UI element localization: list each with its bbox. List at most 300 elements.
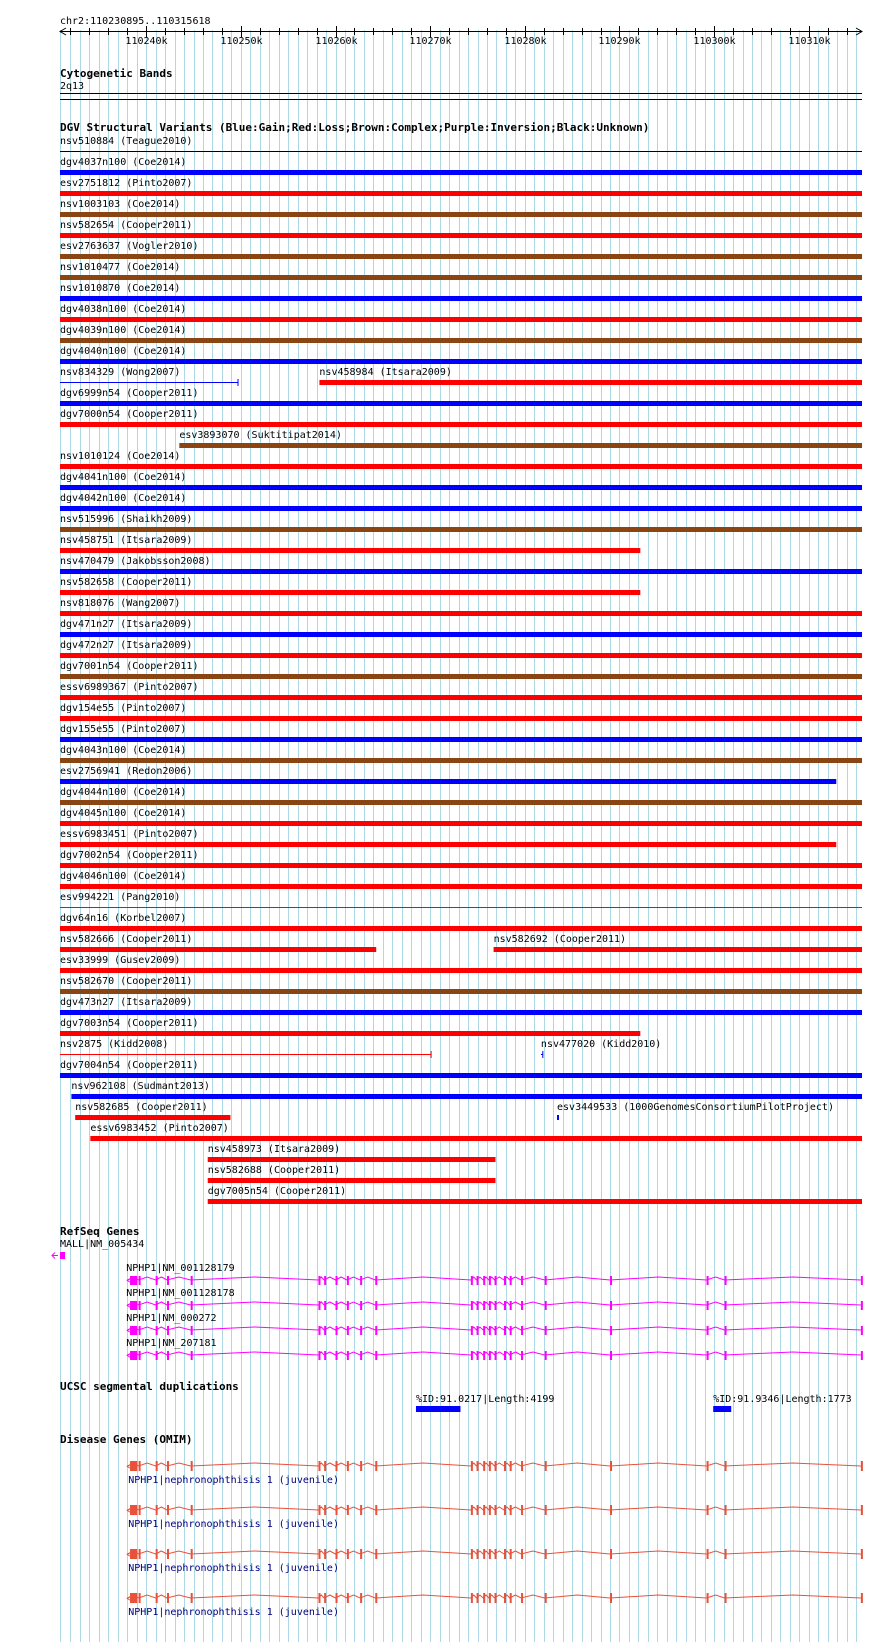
omim-gene-exon bbox=[477, 1461, 479, 1471]
dgv-variant-label: nsv582688 (Cooper2011) bbox=[207, 1165, 341, 1176]
dgv-variant-bar bbox=[60, 275, 862, 280]
refseq-gene-exon bbox=[521, 1301, 523, 1310]
dgv-variant-label: nsv458973 (Itsara2009) bbox=[207, 1144, 341, 1155]
dgv-variant-bar bbox=[60, 716, 862, 721]
refseq-gene-exon bbox=[139, 1351, 141, 1360]
refseq-gene-exon bbox=[725, 1326, 727, 1335]
ruler-tick-label: 110300k bbox=[693, 36, 736, 47]
refseq-gene-exon bbox=[495, 1301, 497, 1310]
omim-gene-exon bbox=[139, 1593, 141, 1603]
dgv-variant-bar bbox=[60, 485, 862, 490]
refseq-title: RefSeq Genes bbox=[60, 1225, 140, 1238]
refseq-gene-exon bbox=[156, 1301, 158, 1310]
omim-gene-exon bbox=[725, 1461, 727, 1471]
refseq-gene-exon bbox=[347, 1351, 349, 1360]
dgv-variant-bar bbox=[60, 254, 862, 259]
omim-gene-exon bbox=[521, 1461, 523, 1471]
omim-gene-exon bbox=[167, 1593, 169, 1603]
dgv-variant-label: nsv582654 (Cooper2011) bbox=[60, 220, 193, 231]
refseq-gene-label: MALL|NM_005434 bbox=[60, 1239, 145, 1250]
dgv-variant-bar bbox=[60, 989, 862, 994]
refseq-gene-exon bbox=[477, 1276, 479, 1285]
omim-gene-exon bbox=[610, 1505, 612, 1515]
omim-gene-exon bbox=[504, 1549, 506, 1559]
refseq-gene-exon bbox=[360, 1276, 362, 1285]
dgv-variant-bar bbox=[60, 653, 862, 658]
refseq-gene-exon bbox=[191, 1326, 193, 1335]
dgv-variant-label: esv2751812 (Pinto2007) bbox=[60, 178, 193, 189]
ruler-tick-label: 110260k bbox=[315, 36, 358, 47]
dgv-variant-bar bbox=[60, 170, 862, 175]
omim-gene-exon bbox=[510, 1461, 512, 1471]
segdup-label: %ID:91.0217|Length:4199 bbox=[415, 1394, 555, 1405]
dgv-variant-bar bbox=[179, 443, 862, 448]
omim-gene-label: NPHP1|nephronophthisis 1 (juvenile) bbox=[128, 1475, 339, 1486]
omim-gene-exon bbox=[336, 1505, 338, 1515]
refseq-gene-exon bbox=[489, 1276, 491, 1285]
dgv-variant-label: dgv473n27 (Itsara2009) bbox=[60, 997, 193, 1008]
refseq-gene-exon bbox=[167, 1326, 169, 1335]
dgv-variant-label: nsv962108 (Sudmant2013) bbox=[71, 1081, 210, 1092]
refseq-gene-exon bbox=[347, 1301, 349, 1310]
dgv-variant-label: dgv7003n54 (Cooper2011) bbox=[60, 1018, 199, 1029]
dgv-variant-label: essv6983452 (Pinto2007) bbox=[90, 1123, 229, 1134]
omim-gene-exon bbox=[167, 1505, 169, 1515]
dgv-variant-label: dgv471n27 (Itsara2009) bbox=[60, 619, 193, 630]
refseq-gene-exon bbox=[347, 1326, 349, 1335]
dgv-variant-label: nsv1010870 (Coe2014) bbox=[60, 283, 181, 294]
dgv-variant-label: nsv582658 (Cooper2011) bbox=[60, 577, 193, 588]
omim-gene-exon bbox=[360, 1549, 362, 1559]
ruler-tick-label: 110270k bbox=[409, 36, 452, 47]
refseq-gene-exon bbox=[336, 1276, 338, 1285]
omim-gene-label: NPHP1|nephronophthisis 1 (juvenile) bbox=[128, 1563, 339, 1574]
refseq-gene-exon bbox=[336, 1301, 338, 1310]
ruler-tick-label: 110310k bbox=[788, 36, 831, 47]
dgv-variant-label: dgv4037n100 (Coe2014) bbox=[60, 157, 187, 168]
omim-gene-exon bbox=[495, 1461, 497, 1471]
refseq-gene-exon bbox=[489, 1326, 491, 1335]
omim-gene-exon bbox=[707, 1505, 709, 1515]
omim-gene-exon bbox=[610, 1593, 612, 1603]
refseq-gene-exon bbox=[139, 1326, 141, 1335]
refseq-gene-exon bbox=[318, 1351, 320, 1360]
omim-gene-exon bbox=[167, 1549, 169, 1559]
dgv-variant-bar bbox=[60, 338, 862, 343]
dgv-variant-label: essv6983451 (Pinto2007) bbox=[60, 829, 199, 840]
dgv-variant-label: dgv4044n100 (Coe2014) bbox=[60, 787, 187, 798]
omim-gene-exon bbox=[510, 1549, 512, 1559]
dgv-variant-bar bbox=[60, 863, 862, 868]
dgv-variant-label: nsv2875 (Kidd2008) bbox=[60, 1039, 169, 1050]
omim-gene-exon bbox=[139, 1549, 141, 1559]
omim-gene-exon bbox=[156, 1505, 158, 1515]
omim-gene-exon bbox=[545, 1505, 547, 1515]
refseq-gene-exon bbox=[471, 1276, 473, 1285]
omim-gene-intron bbox=[127, 1595, 861, 1598]
omim-gene-label: NPHP1|nephronophthisis 1 (juvenile) bbox=[128, 1607, 339, 1618]
omim-gene-exon bbox=[191, 1505, 193, 1515]
dgv-variant-bar bbox=[75, 1115, 230, 1120]
dgv-variant-bar bbox=[60, 779, 836, 784]
refseq-gene-exon bbox=[545, 1276, 547, 1285]
omim-gene-exon bbox=[318, 1461, 320, 1471]
omim-gene-exon bbox=[489, 1549, 491, 1559]
dgv-variant-bar bbox=[60, 590, 640, 595]
omim-gene-exon bbox=[347, 1549, 349, 1559]
refseq-gene-exon bbox=[156, 1351, 158, 1360]
omim-gene-exon bbox=[375, 1593, 377, 1603]
dgv-variant-label: nsv582670 (Cooper2011) bbox=[60, 976, 193, 987]
dgv-variant-bar bbox=[60, 1031, 640, 1036]
omim-gene-exon bbox=[318, 1505, 320, 1515]
refseq-gene-exon bbox=[707, 1326, 709, 1335]
refseq-gene-exon bbox=[336, 1326, 338, 1335]
refseq-gene-exon bbox=[191, 1276, 193, 1285]
omim-gene-exon bbox=[336, 1593, 338, 1603]
refseq-gene-exon bbox=[318, 1276, 320, 1285]
refseq-gene-exon bbox=[510, 1276, 512, 1285]
refseq-gene-exon bbox=[489, 1301, 491, 1310]
refseq-gene-label: NPHP1|NM_000272 bbox=[126, 1313, 217, 1324]
omim-gene-exon bbox=[360, 1461, 362, 1471]
omim-gene-exon bbox=[483, 1505, 485, 1515]
omim-gene-exon bbox=[139, 1505, 141, 1515]
segdup-track bbox=[60, 1380, 852, 1412]
dgv-variant-label: dgv4043n100 (Coe2014) bbox=[60, 745, 187, 756]
refseq-gene-exon bbox=[504, 1326, 506, 1335]
omim-gene-exon bbox=[483, 1549, 485, 1559]
refseq-gene-exon bbox=[483, 1326, 485, 1335]
dgv-variant-label: nsv470479 (Jakobsson2008) bbox=[60, 556, 211, 567]
dgv-variant-label: nsv477020 (Kidd2010) bbox=[540, 1039, 662, 1050]
omim-gene-exon bbox=[347, 1505, 349, 1515]
refseq-gene-exon bbox=[495, 1351, 497, 1360]
dgv-variant-bar bbox=[90, 1136, 862, 1141]
refseq-gene-exon bbox=[360, 1301, 362, 1310]
dgv-variant-bar bbox=[60, 611, 862, 616]
refseq-gene-exon bbox=[167, 1301, 169, 1310]
omim-gene-exon bbox=[360, 1593, 362, 1603]
dgv-variant-bar bbox=[60, 926, 862, 931]
refseq-gene-exon bbox=[360, 1326, 362, 1335]
refseq-gene-exon bbox=[510, 1326, 512, 1335]
dgv-variant-label: nsv1003103 (Coe2014) bbox=[60, 199, 181, 210]
refseq-gene-exon bbox=[725, 1351, 727, 1360]
refseq-gene-exon bbox=[610, 1326, 612, 1335]
omim-gene-exon bbox=[347, 1593, 349, 1603]
dgv-variant-bar bbox=[60, 968, 862, 973]
omim-gene-exon bbox=[707, 1461, 709, 1471]
omim-gene-exon bbox=[510, 1505, 512, 1515]
refseq-gene-exon bbox=[324, 1351, 326, 1360]
dgv-variant-label: dgv4041n100 (Coe2014) bbox=[60, 472, 187, 483]
dgv-variant-label: dgv64n16 (Korbel2007) bbox=[60, 913, 187, 924]
dgv-variant-bar bbox=[494, 947, 862, 952]
refseq-gene-exon bbox=[510, 1351, 512, 1360]
dgv-variant-label: dgv4039n100 (Coe2014) bbox=[60, 325, 187, 336]
dgv-variant-bar bbox=[60, 674, 862, 679]
dgv-track bbox=[60, 121, 862, 1204]
refseq-gene-exon bbox=[139, 1301, 141, 1310]
omim-gene-exon bbox=[510, 1593, 512, 1603]
omim-gene-exon bbox=[483, 1461, 485, 1471]
refseq-gene-exon bbox=[336, 1351, 338, 1360]
omim-track bbox=[60, 1433, 863, 1618]
refseq-gene-exon bbox=[60, 1252, 65, 1259]
omim-gene-exon bbox=[336, 1549, 338, 1559]
omim-gene-exon bbox=[545, 1593, 547, 1603]
dgv-variant-label: dgv4038n100 (Coe2014) bbox=[60, 304, 187, 315]
refseq-gene-exon bbox=[156, 1276, 158, 1285]
refseq-gene-exon bbox=[167, 1276, 169, 1285]
refseq-gene-exon bbox=[521, 1326, 523, 1335]
refseq-gene-exon bbox=[610, 1351, 612, 1360]
omim-gene-exon bbox=[375, 1461, 377, 1471]
omim-gene-exon bbox=[477, 1593, 479, 1603]
refseq-gene-exon bbox=[861, 1301, 863, 1310]
refseq-gene-exon bbox=[347, 1276, 349, 1285]
dgv-variant-label: dgv7004n54 (Cooper2011) bbox=[60, 1060, 199, 1071]
omim-gene-exon bbox=[504, 1461, 506, 1471]
dgv-variant-label: esv33999 (Gusev2009) bbox=[60, 955, 181, 966]
dgv-variant-bar bbox=[60, 296, 862, 301]
omim-gene-exon bbox=[191, 1593, 193, 1603]
dgv-variant-label: esv2763637 (Vogler2010) bbox=[60, 241, 199, 252]
refseq-gene-exon bbox=[477, 1351, 479, 1360]
omim-gene-intron bbox=[127, 1463, 861, 1466]
refseq-gene-intron bbox=[127, 1277, 861, 1280]
omim-gene-exon bbox=[521, 1505, 523, 1515]
dgv-variant-label: nsv1010124 (Coe2014) bbox=[60, 451, 181, 462]
dgv-variant-bar bbox=[319, 380, 862, 385]
dgv-variant-bar bbox=[60, 317, 862, 322]
dgv-variant-label: dgv7000n54 (Cooper2011) bbox=[60, 409, 199, 420]
refseq-gene-exon bbox=[483, 1276, 485, 1285]
omim-title: Disease Genes (OMIM) bbox=[60, 1433, 193, 1446]
refseq-gene-exon bbox=[156, 1326, 158, 1335]
refseq-gene-exon bbox=[510, 1301, 512, 1310]
omim-gene-exon bbox=[489, 1505, 491, 1515]
omim-gene-exon bbox=[360, 1505, 362, 1515]
refseq-gene-exon bbox=[375, 1326, 377, 1335]
refseq-gene-intron bbox=[127, 1352, 861, 1355]
omim-gene-exon bbox=[191, 1461, 193, 1471]
refseq-gene-exon bbox=[861, 1276, 863, 1285]
omim-gene-exon bbox=[375, 1505, 377, 1515]
refseq-gene-exon bbox=[477, 1326, 479, 1335]
refseq-gene-exon bbox=[360, 1351, 362, 1360]
dgv-variant-label: essv6989367 (Pinto2007) bbox=[60, 682, 199, 693]
omim-gene-exon bbox=[489, 1593, 491, 1603]
refseq-gene-exon bbox=[483, 1301, 485, 1310]
segdup-bar bbox=[713, 1406, 731, 1412]
omim-gene-exon bbox=[324, 1549, 326, 1559]
dgv-variant-label: dgv7001n54 (Cooper2011) bbox=[60, 661, 199, 672]
omim-gene-exon bbox=[725, 1505, 727, 1515]
omim-gene-exon bbox=[324, 1593, 326, 1603]
dgv-variant-bar bbox=[60, 821, 862, 826]
dgv-variant-bar bbox=[60, 947, 376, 952]
dgv-variant-bar bbox=[557, 1115, 559, 1120]
refseq-gene-exon bbox=[521, 1351, 523, 1360]
refseq-gene-exon bbox=[707, 1351, 709, 1360]
refseq-gene-exon bbox=[495, 1276, 497, 1285]
refseq-gene-exon bbox=[191, 1351, 193, 1360]
refseq-gene-exon bbox=[610, 1276, 612, 1285]
refseq-gene-exon bbox=[375, 1351, 377, 1360]
dgv-variant-bar bbox=[60, 359, 862, 364]
dgv-variant-label: nsv582685 (Cooper2011) bbox=[75, 1102, 208, 1113]
omim-gene-exon bbox=[545, 1549, 547, 1559]
dgv-variant-bar bbox=[60, 1073, 862, 1078]
omim-gene-exon bbox=[477, 1549, 479, 1559]
dgv-title: DGV Structural Variants (Blue:Gain;Red:Loss;Brown:Complex;Purple:Inversion;Black:Unknown) bbox=[60, 121, 650, 134]
dgv-variant-bar bbox=[60, 548, 640, 553]
refseq-gene-label: NPHP1|NM_001128178 bbox=[126, 1288, 235, 1299]
segdup-bar bbox=[416, 1406, 460, 1412]
refseq-gene-exon bbox=[861, 1351, 863, 1360]
refseq-gene-exon bbox=[477, 1301, 479, 1310]
refseq-gene-exon bbox=[504, 1301, 506, 1310]
refseq-gene-exon bbox=[324, 1276, 326, 1285]
omim-gene-exon bbox=[861, 1461, 863, 1471]
omim-gene-exon bbox=[477, 1505, 479, 1515]
dgv-variant-label: dgv155e55 (Pinto2007) bbox=[60, 724, 187, 735]
omim-gene-exon bbox=[610, 1461, 612, 1471]
refseq-track bbox=[52, 1225, 863, 1360]
refseq-gene-exon bbox=[707, 1276, 709, 1285]
dgv-variant-label: dgv4040n100 (Coe2014) bbox=[60, 346, 187, 357]
refseq-gene-exon bbox=[375, 1301, 377, 1310]
dgv-variant-label: dgv154e55 (Pinto2007) bbox=[60, 703, 187, 714]
ruler-tick-label: 110290k bbox=[598, 36, 641, 47]
omim-gene-exon bbox=[861, 1593, 863, 1603]
omim-gene-exon bbox=[483, 1593, 485, 1603]
dgv-variant-bar bbox=[60, 1010, 862, 1015]
refseq-gene-exon bbox=[483, 1351, 485, 1360]
refseq-gene-exon bbox=[471, 1351, 473, 1360]
dgv-variant-bar bbox=[60, 191, 862, 196]
refseq-gene-exon bbox=[495, 1326, 497, 1335]
dgv-variant-label: esv3893070 (Suktitipat2014) bbox=[179, 430, 342, 441]
ruler-track bbox=[60, 16, 862, 47]
cytogenetic-bands-track bbox=[60, 67, 862, 100]
dgv-variant-bar bbox=[60, 884, 862, 889]
segdup-title: UCSC segmental duplications bbox=[60, 1380, 239, 1393]
dgv-variant-label: dgv4045n100 (Coe2014) bbox=[60, 808, 187, 819]
omim-gene-exon bbox=[318, 1549, 320, 1559]
dgv-variant-label: dgv472n27 (Itsara2009) bbox=[60, 640, 193, 651]
dgv-variant-label: dgv6999n54 (Cooper2011) bbox=[60, 388, 199, 399]
ruler-tick-label: 110280k bbox=[504, 36, 547, 47]
dgv-variant-bar bbox=[60, 569, 862, 574]
omim-gene-exon bbox=[324, 1461, 326, 1471]
dgv-variant-bar bbox=[60, 758, 862, 763]
refseq-gene-exon bbox=[504, 1351, 506, 1360]
omim-gene-exon bbox=[545, 1461, 547, 1471]
refseq-gene-exon bbox=[318, 1326, 320, 1335]
dgv-variant-label: nsv1010477 (Coe2014) bbox=[60, 262, 181, 273]
dgv-variant-bar bbox=[60, 401, 862, 406]
dgv-variant-label: esv3449533 (1000GenomesConsortiumPilotProject) bbox=[557, 1102, 834, 1113]
dgv-variant-bar bbox=[60, 842, 836, 847]
refseq-gene-label: NPHP1|NM_207181 bbox=[126, 1338, 217, 1349]
refseq-gene-exon bbox=[324, 1301, 326, 1310]
omim-gene-exon bbox=[504, 1593, 506, 1603]
omim-gene-exon bbox=[707, 1549, 709, 1559]
dgv-variant-bar bbox=[208, 1178, 496, 1183]
omim-gene-exon bbox=[347, 1461, 349, 1471]
omim-gene-exon bbox=[191, 1549, 193, 1559]
omim-gene-intron bbox=[127, 1551, 861, 1554]
omim-gene-exon bbox=[471, 1505, 473, 1515]
refseq-gene-exon bbox=[545, 1326, 547, 1335]
dgv-variant-label: esv2756941 (Redon2006) bbox=[60, 766, 193, 777]
refseq-gene-exon bbox=[489, 1351, 491, 1360]
dgv-variant-label: dgv4042n100 (Coe2014) bbox=[60, 493, 187, 504]
omim-gene-exon bbox=[495, 1549, 497, 1559]
dgv-variant-label: nsv818076 (Wang2007) bbox=[60, 598, 181, 609]
refseq-gene-exon bbox=[545, 1301, 547, 1310]
dgv-variant-bar bbox=[60, 464, 862, 469]
dgv-variant-bar bbox=[60, 233, 862, 238]
refseq-gene-exon bbox=[861, 1326, 863, 1335]
dgv-variant-label: dgv7002n54 (Cooper2011) bbox=[60, 850, 199, 861]
ruler-tick-label: 110240k bbox=[125, 36, 168, 47]
omim-gene-exon bbox=[521, 1549, 523, 1559]
dgv-variant-bar bbox=[208, 1199, 862, 1204]
cytoband-title: Cytogenetic Bands bbox=[60, 67, 173, 80]
omim-gene-exon bbox=[375, 1549, 377, 1559]
dgv-variant-bar bbox=[60, 422, 862, 427]
omim-gene-exon bbox=[495, 1593, 497, 1603]
refseq-gene-label: NPHP1|NM_001128179 bbox=[126, 1263, 235, 1274]
dgv-variant-bar bbox=[208, 1157, 496, 1162]
dgv-variant-bar bbox=[60, 506, 862, 511]
dgv-variant-bar bbox=[60, 737, 862, 742]
omim-gene-exon bbox=[489, 1461, 491, 1471]
dgv-variant-bar bbox=[60, 527, 862, 532]
refseq-gene-exon bbox=[471, 1301, 473, 1310]
omim-gene-exon bbox=[610, 1549, 612, 1559]
refseq-gene-exon bbox=[545, 1351, 547, 1360]
refseq-gene-exon bbox=[504, 1276, 506, 1285]
refseq-gene-exon bbox=[471, 1326, 473, 1335]
omim-gene-label: NPHP1|nephronophthisis 1 (juvenile) bbox=[128, 1519, 339, 1530]
dgv-variant-label: nsv458984 (Itsara2009) bbox=[319, 367, 452, 378]
dgv-variant-label: nsv582692 (Cooper2011) bbox=[493, 934, 627, 945]
omim-gene-exon bbox=[471, 1593, 473, 1603]
omim-gene-exon bbox=[707, 1593, 709, 1603]
omim-gene-exon bbox=[156, 1593, 158, 1603]
dgv-variant-bar bbox=[60, 695, 862, 700]
dgv-variant-bar bbox=[60, 800, 862, 805]
refseq-gene-exon bbox=[324, 1326, 326, 1335]
dgv-variant-label: esv994221 (Pang2010) bbox=[60, 892, 181, 903]
omim-gene-exon bbox=[725, 1549, 727, 1559]
dgv-variant-bar bbox=[71, 1094, 862, 1099]
dgv-variant-bar bbox=[60, 212, 862, 217]
refseq-gene-exon bbox=[191, 1301, 193, 1310]
omim-gene-exon bbox=[495, 1505, 497, 1515]
segdup-label: %ID:91.9346|Length:1773 bbox=[713, 1394, 852, 1405]
dgv-variant-label: nsv458751 (Itsara2009) bbox=[60, 535, 193, 546]
refseq-gene-exon bbox=[318, 1301, 320, 1310]
omim-gene-exon bbox=[861, 1505, 863, 1515]
refseq-gene-exon bbox=[707, 1301, 709, 1310]
omim-gene-exon bbox=[156, 1461, 158, 1471]
